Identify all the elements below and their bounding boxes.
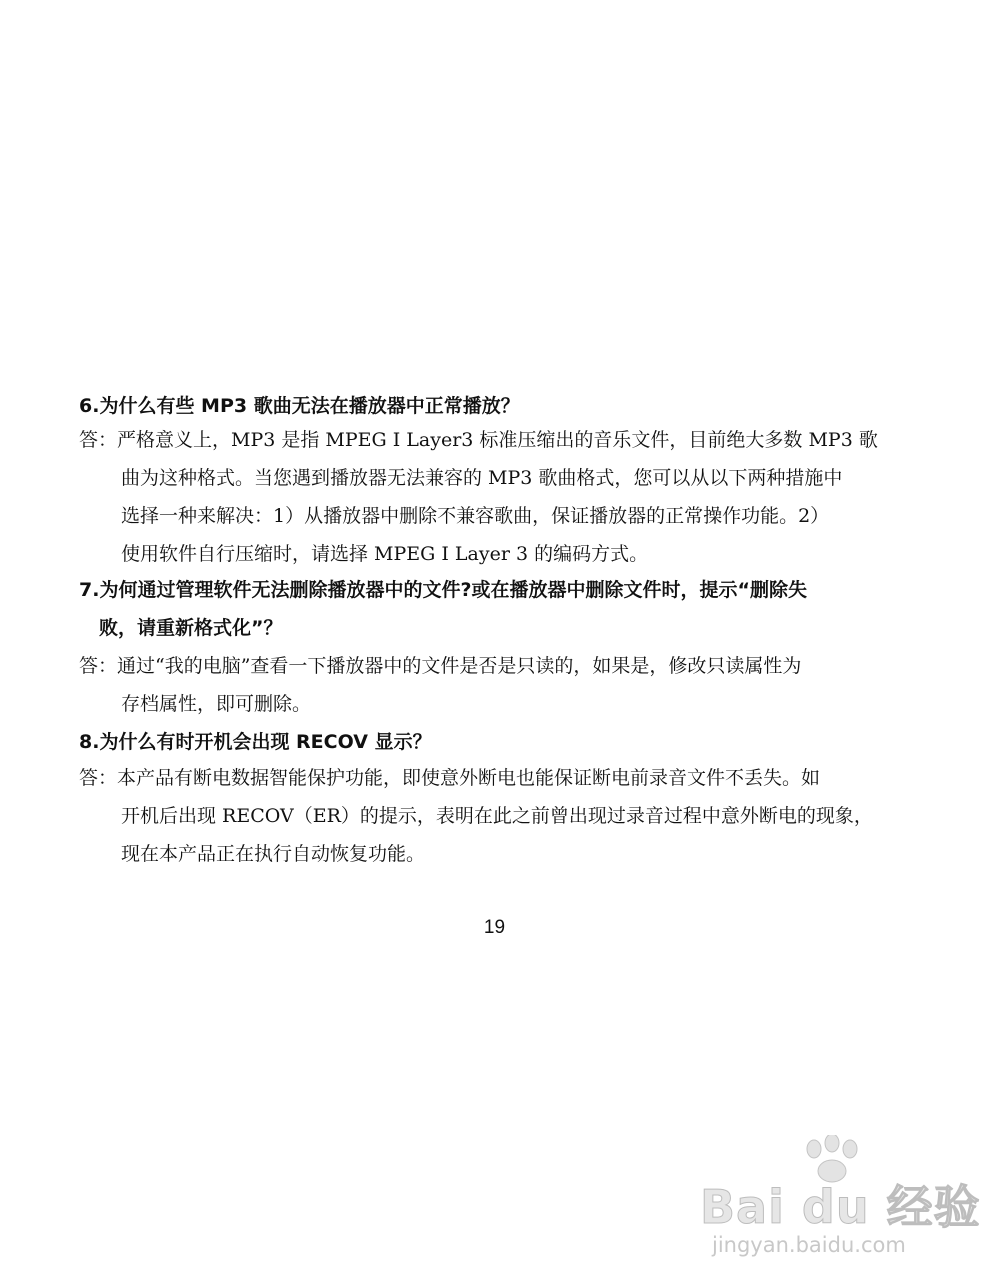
answer-6-line-2: 曲为这种格式。当您遇到播放器无法兼容的 MP3 歌曲格式，您可以从以下两种措施中	[121, 467, 843, 489]
question-6: 6.为什么有些 MP3 歌曲无法在播放器中正常播放？	[79, 395, 520, 417]
answer-7-line-1: 答：通过“我的电脑”查看一下播放器中的文件是否是只读的，如果是，修改只读属性为	[79, 655, 802, 677]
question-7-line-1: 7.为何通过管理软件无法删除播放器中的文件?或在播放器中删除文件时，提示“删除失	[79, 579, 807, 601]
answer-6-line-3: 选择一种来解决：1）从播放器中删除不兼容歌曲，保证播放器的正常操作功能。2）	[121, 505, 830, 527]
answer-6-line-1: 答：严格意义上，MP3 是指 MPEG I Layer3 标准压缩出的音乐文件，目前绝大多数 MP3 歌	[79, 429, 878, 451]
answer-7-line-2: 存档属性，即可删除。	[121, 693, 312, 715]
answer-8-line-1: 答：本产品有断电数据智能保护功能，即使意外断电也能保证断电前录音文件不丢失。如	[79, 767, 821, 789]
watermark-url: jingyan.baidu.com	[712, 1233, 906, 1257]
question-7-line-2: 败，请重新格式化”？	[99, 617, 283, 639]
baidu-watermark	[700, 1135, 981, 1265]
question-8: 8.为什么有时开机会出现 RECOV 显示？	[79, 731, 432, 753]
watermark-brand: Bai du 经验	[700, 1180, 981, 1234]
answer-8-line-2: 开机后出现 RECOV（ER）的提示，表明在此之前曾出现过录音过程中意外断电的现象，	[121, 805, 873, 827]
answer-8-line-3: 现在本产品正在执行自动恢复功能。	[121, 843, 426, 865]
answer-6-line-4: 使用软件自行压缩时，请选择 MPEG I Layer 3 的编码方式。	[121, 543, 649, 565]
page-number: 19	[483, 917, 506, 938]
